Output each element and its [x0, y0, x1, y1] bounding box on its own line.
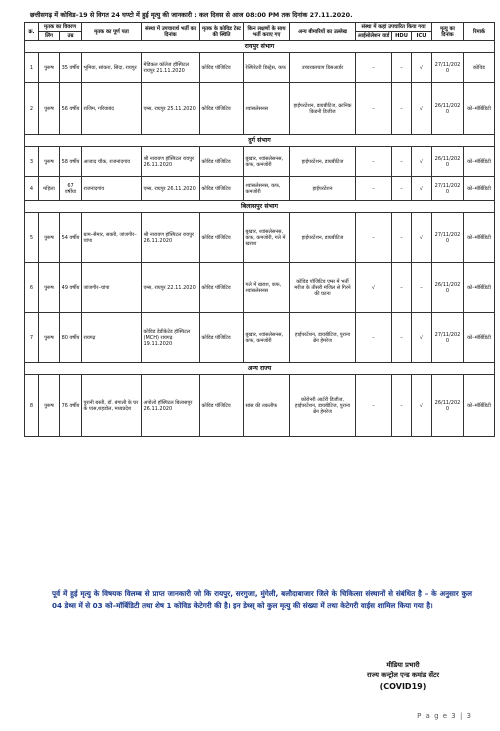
cell-date: 27/11/2020	[432, 313, 464, 363]
cell-icu: √	[412, 313, 432, 363]
cell-age: 56 वर्षीय	[60, 83, 82, 135]
cell-comorbidity: हाईपरटेंशन	[290, 177, 356, 201]
cell-date: 26/11/2020	[432, 375, 464, 437]
cell-status: कोविड पॉजिटिव	[200, 83, 244, 135]
cell-comorbidity: हाईपरटेंशन, डायबीटिज	[290, 147, 356, 177]
cell-age: 67 वर्षीया	[60, 177, 82, 201]
header-address: मृतक का पूर्ण पता	[82, 23, 142, 41]
cell-institution: मेडिकल कॉलेज हॉस्पिटल रायपुर 21.11.2020	[142, 53, 200, 83]
cell-symptoms: गले में खराश, कफ, श्वांसलेसनस	[244, 263, 290, 313]
header-institution: संस्था में उपचारार्थ भर्ती का दिनांक	[142, 23, 200, 41]
cell-status: कोविड पॉजिटिव	[200, 147, 244, 177]
cell-icu: √	[412, 83, 432, 135]
cell-hdu: –	[392, 213, 412, 263]
cell-remark: को–मॉर्बिडिटी	[464, 263, 495, 313]
cell-status: कोविड पॉजिटिव	[200, 263, 244, 313]
cell-icu: –	[412, 263, 432, 313]
signature-covid-label: (COVID19)	[379, 682, 427, 691]
cell-symptoms: बुखार, श्वांसलेसनस, कफ, कमजोरी	[244, 147, 290, 177]
deaths-table	[24, 22, 495, 437]
cell-sno: 2	[25, 83, 39, 135]
cell-address: ग्राम–सैमार, सक्ती, जांजगीर–चांपा	[82, 213, 142, 263]
cell-institution: कोविड डेडीकेटेड हॉस्पिटल (MCH) रायगढ़ 19.11.2020	[142, 313, 200, 363]
cell-symptoms: रेस्पिरेटरी डिस्ट्रेस, कफ	[244, 53, 290, 83]
cell-date: 26/11/2020	[432, 147, 464, 177]
cell-sno: 4	[25, 177, 39, 201]
table-row	[25, 313, 495, 363]
cell-hdu: –	[392, 83, 412, 135]
cell-remark: कोविड	[464, 53, 495, 83]
table-row	[25, 177, 495, 201]
section-name: अन्य राज्य	[25, 363, 495, 375]
cell-age: 35 वर्षीय	[60, 53, 82, 83]
section-name: दुर्ग संभाग	[25, 135, 495, 147]
cell-isolation: –	[356, 375, 392, 437]
cell-sno: 6	[25, 263, 39, 313]
cell-hdu: –	[392, 375, 412, 437]
cell-remark: को–मॉर्बिडिटी	[464, 375, 495, 437]
cell-symptoms: बुखार, श्वांसलेसनस, कफ, कमजोरी	[244, 313, 290, 363]
table-row	[25, 213, 495, 263]
header-row-1	[25, 23, 495, 32]
cell-symptoms: बुखार, श्वांसलेसनस, कफ, कमजोरी, गले में खराश	[244, 213, 290, 263]
cell-institution: श्री नारायण हॉस्पिटल रायपुर 26.11.2020	[142, 213, 200, 263]
cell-gender: पुरूष	[39, 83, 60, 135]
cell-isolation: –	[356, 213, 392, 263]
cell-remark: को–मॉर्बिडिटी	[464, 177, 495, 201]
cell-sno: 1	[25, 53, 39, 83]
header-isolation: आईसोलेशन वार्ड	[356, 32, 392, 41]
cell-sno: 3	[25, 147, 39, 177]
header-victim-detail: मृतक का विवरण	[39, 23, 82, 32]
cell-institution: अपोलो हॉस्पिटल बिलासपुर 26.11.2020	[142, 375, 200, 437]
cell-gender: पुरूष	[39, 263, 60, 313]
cell-status: कोविड पॉजिटिव	[200, 177, 244, 201]
cell-comorbidity: हाईपरटेंशन, डायबीटिज	[290, 213, 356, 263]
cell-gender: पुरूष	[39, 147, 60, 177]
footnote-paragraph: पूर्व में हुई मृत्यु के विषयक विलम्ब से प्राप्त जानकारी जो कि रायपुर, सरगुजा, मुंगेली, बलौदाबाजार जिले के चिकित्सा संस्थानों से संबंधित है – के अनुसार कुल 04 डेथ्स में से 03 को–मॉर्बिडिटी तथा शेष 1 कोविड केटेगरी की है। इन डेथ्स् को कुल मृत्यु की संख्या में तथा केटेगरी वाईस शामिल किया गया है।	[52, 589, 472, 610]
cell-sno: 7	[25, 313, 39, 363]
table-row	[25, 83, 495, 135]
cell-comorbidity: कोविड पॉजिटिव एम्स में भर्ती मरीज के तीसरी मंजिल से गिरने की घटना	[290, 263, 356, 313]
table-row	[25, 375, 495, 437]
section-row	[25, 201, 495, 213]
cell-address: पुरानी बस्ती, डॉ. बंगाली के घर के पास,शहडोल, मध्यप्रदेश	[82, 375, 142, 437]
cell-date: 27/11/2020	[432, 177, 464, 201]
cell-age: 58 वर्षीय	[60, 147, 82, 177]
cell-status: कोविड पॉजिटिव	[200, 313, 244, 363]
header-ward: संस्था में कहां उपचारित किया गया	[356, 23, 432, 32]
cell-sno: 8	[25, 375, 39, 437]
cell-age: 76 वर्षीय	[60, 375, 82, 437]
cell-gender: पुरूष	[39, 53, 60, 83]
cell-hdu: –	[392, 147, 412, 177]
header-gender: लिंग	[39, 32, 60, 41]
cell-remark: को–मॉर्बिडिटी	[464, 213, 495, 263]
cell-gender: पुरूष	[39, 213, 60, 263]
cell-icu: √	[412, 213, 432, 263]
cell-icu: √	[412, 375, 432, 437]
cell-isolation: –	[356, 53, 392, 83]
header-remarks: रिमार्क	[464, 23, 495, 41]
section-row	[25, 135, 495, 147]
cell-address: जांजगीर–चांपा	[82, 263, 142, 313]
page-number: P a g e 3 | 3	[417, 712, 472, 720]
cell-date: 27/11/2020	[432, 213, 464, 263]
section-row	[25, 363, 495, 375]
page-title: छत्तीसगढ़ में कोविड–19 से विगत 24 घण्टो में हुई मृत्यु की जानकारी : कल दिवस से आज 08:00 PM तक दिनांक 27.11.2020.	[30, 11, 353, 19]
cell-date: 26/11/2020	[432, 83, 464, 135]
cell-status: कोविड पॉजिटिव	[200, 53, 244, 83]
cell-hdu: –	[392, 177, 412, 201]
cell-age: 54 वर्षीय	[60, 213, 82, 263]
signature-block	[318, 660, 488, 693]
cell-symptoms: श्वांसलेसनस, कफ, कमजोरी	[244, 177, 290, 201]
table-row	[25, 53, 495, 83]
header-age: उम्र	[60, 32, 82, 41]
cell-remark: को–मॉर्बिडिटी	[464, 313, 495, 363]
section-row	[25, 41, 495, 53]
cell-icu: √	[412, 53, 432, 83]
signature-office: राज्य कन्ट्रोल एन्ड कमांड सेंटर	[366, 671, 440, 679]
table-row	[25, 147, 495, 177]
cell-isolation: –	[356, 83, 392, 135]
cell-gender: पुरूष	[39, 313, 60, 363]
cell-status: कोविड पॉजिटिव	[200, 213, 244, 263]
section-name: बिलासपुर संभाग	[25, 201, 495, 213]
cell-comorbidity: कोरोनरी आर्टरी डिजीज, हाईपरटेंशन, डायबीटिज, पुराना ब्रेन हेमरेज	[290, 375, 356, 437]
signature-designation: मीडिया प्रभारी	[386, 661, 420, 669]
cell-isolation: –	[356, 177, 392, 201]
cell-comorbidity: उच्चरक्तचाप डिसआर्डर	[290, 53, 356, 83]
cell-symptoms: सांस की तकलीफ	[244, 375, 290, 437]
cell-date: 27/11/2020	[432, 53, 464, 83]
header-symptoms: किन लक्षणों के साथ भर्ती कराए गए	[244, 23, 290, 41]
header-death-date: मृत्यु का दिनांक	[432, 23, 464, 41]
header-sno: क्र.	[25, 23, 39, 41]
cell-sno: 5	[25, 213, 39, 263]
cell-symptoms: श्वांसलेसनस	[244, 83, 290, 135]
cell-gender: महिला	[39, 177, 60, 201]
cell-address: आजाद चौक, राजनांदगांव	[82, 147, 142, 177]
cell-institution: एम्स, रायपुर 25.11.2020	[142, 83, 200, 135]
cell-age: 49 वर्षीय	[60, 263, 82, 313]
cell-hdu: –	[392, 53, 412, 83]
cell-isolation: √	[356, 263, 392, 313]
cell-hdu: –	[392, 263, 412, 313]
cell-address: राजिम, गरियाबंद	[82, 83, 142, 135]
header-comorbidity: अन्य बीमारियों का उल्लेख	[290, 23, 356, 41]
header-covid-status: मृतक के कोविड टेस्ट की स्थिति	[200, 23, 244, 41]
cell-institution: श्री नारायण हॉस्पिटल रायपुर 26.11.2020	[142, 147, 200, 177]
cell-address: रायगढ़	[82, 313, 142, 363]
cell-isolation: –	[356, 313, 392, 363]
header-hdu: HDU	[392, 32, 412, 41]
cell-comorbidity: हाईपरटेंशन, डायबीटिज, क्रानिक किडनी डिजीज	[290, 83, 356, 135]
cell-address: राजनांदगांव	[82, 177, 142, 201]
cell-gender: पुरूष	[39, 375, 60, 437]
cell-icu: √	[412, 177, 432, 201]
cell-hdu: –	[392, 313, 412, 363]
section-name: रायपुर संभाग	[25, 41, 495, 53]
cell-institution: एम्स, रायपुर 26.11.2020	[142, 177, 200, 201]
cell-age: 80 वर्षीय	[60, 313, 82, 363]
cell-isolation: –	[356, 147, 392, 177]
table-row	[25, 263, 495, 313]
header-icu: ICU	[412, 32, 432, 41]
cell-remark: को–मॉर्बिडिटी	[464, 83, 495, 135]
cell-institution: एम्स, रायपुर 22.11.2020	[142, 263, 200, 313]
cell-status: कोविड पॉजिटिव	[200, 375, 244, 437]
cell-comorbidity: हाईपरटेंशन, डायबीटिज, पुराना ब्रेन हेमरेज	[290, 313, 356, 363]
cell-icu: √	[412, 147, 432, 177]
cell-remark: को–मॉर्बिडिटी	[464, 147, 495, 177]
cell-address: भूमिया, सांकरा, सिंदा, रायपुर	[82, 53, 142, 83]
cell-date: 26/11/2020	[432, 263, 464, 313]
